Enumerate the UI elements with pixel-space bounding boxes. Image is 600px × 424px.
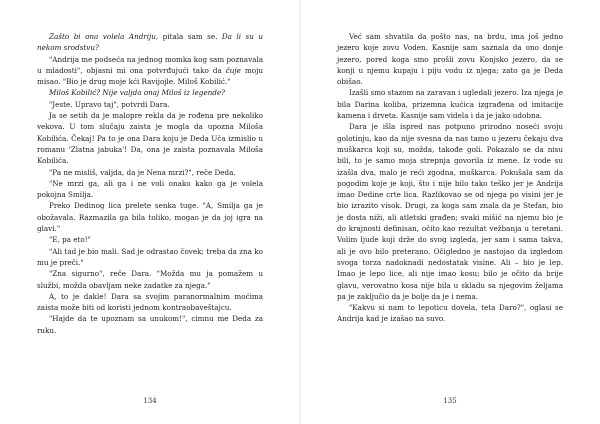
paragraph xyxy=(37,110,263,166)
paragraph xyxy=(37,167,263,178)
text-run: Dara je išla ispred nas potpuno prirodno noseći svoju golotinju, kao da nije svesna da nas tamo u jezeru čekaju dva muškarca koji su, možda, takođe goli. Pokazalo se da nisu bili, to je samo moja strepnja govorila iz mene. Iz vode su izašla dva, malo je reći zgodna, muškarca. Pokušala sam da pogodim koje je koji, što i nije bilo tako teško jer je Andrija imao Dedine crte lica. Razlikovao se od njega po visini jer je bio izrazito visok. Drugi, za koga sam znala da je Stefan, bio je dosta niži, ali atletski građen; svaki mišić na njemu bio je do krajnosti definisan, očito kao rezultat vežbanja u teretani. Volim ljude koji drže do svog izgleda, jer sam i sama takva, ali je ovo bilo preterano. Očigledno je nastojao da izgledom svoga torza nadoknadi nedostatak visine. Ali – bio je lep. Imao je lepo lice, ali nije imao kosu; bilo je očito da brije glavu, verovatno kosa nije bila u skladu sa njegovim željama pa je zaključio da je bolje da je i nema. xyxy=(337,122,563,301)
left-page-number: 134 xyxy=(143,397,157,405)
paragraph xyxy=(37,31,263,54)
italic-run: Zašto bi ona volela Andriju, xyxy=(49,32,159,41)
text-run: "Ne mrzi ga, ali ga i ne voli onako kako ga je volela pokojna Smilja. xyxy=(37,178,263,200)
text-run: Ja se setih da je malopre rekla da je rođena pre nekoliko vekova. U tom slučaju zaista je mogla da upozna Miloša Kobilića. Čekaj! Pa to je ona Dara koju je Deda Uča izmislio u romanu 'Zlatna jabuka'! Da, ona je zaista poznavala Miloša Kobilića. xyxy=(37,111,263,166)
paragraph xyxy=(37,99,263,110)
paragraph xyxy=(37,291,263,314)
text-run: "Zna sigurno", reče Dara. "Možda mu ja pomažem u službi, možda obavljam neke zadatke za njega." xyxy=(37,269,263,290)
text-run: pitala sam se. xyxy=(158,32,222,41)
paragraph xyxy=(37,200,263,234)
text-run: Preko Dedinog lica prelete senka tuge. "A, Smilja ga je obožavala. Razmazila ga bila toliko, mogao je da joj igra na glavi." xyxy=(37,201,263,234)
text-run: "Andrija me podseća na jednog momka kog sam poznavala u mladosti", objasni mi ona potvrđujući tako da xyxy=(37,54,263,75)
italic-run: Da li su u nekom srodstvu? xyxy=(37,32,263,53)
paragraph xyxy=(337,302,563,325)
text-run: A, to je dakle! Dara sa svojim paranormalnim moćima zaista može biti od koristi jednom kontraobaveštajcu. xyxy=(37,291,263,313)
paragraph xyxy=(37,54,263,88)
text-run: "Jeste. Upravo taj", potvrdi Dara. xyxy=(49,99,170,109)
paragraph xyxy=(37,234,263,245)
right-page-text xyxy=(337,31,563,325)
text-run: "E, pa eto!" xyxy=(49,235,91,245)
text-run: moju misao. "Bio je drug moje kći Ravijojle. Miloš Kobilić." xyxy=(37,65,263,87)
italic-run: čuje xyxy=(225,65,241,75)
text-run: Već sam shvatila da pošto nas, na brdu, ima još jedno jezero koje zovu Voden. Kasnije sam saznala da ono donje jezero, pored koga smo prošli zovu Konjsko jezero, da se konji u njemu kupaju i piju vodu iz njega; zato ga je Deda obišao. xyxy=(337,32,563,87)
text-run: "Kakvu si nam to lepoticu dovela, teta Daro?", oglasi se Andrija kad je izašao na suvo. xyxy=(337,303,563,324)
paragraph xyxy=(37,313,263,336)
italic-run: Miloš Kobilić? Nije valjda onaj Miloš iz legende? xyxy=(49,88,225,98)
paragraph xyxy=(337,31,563,87)
paragraph xyxy=(337,87,563,121)
paragraph xyxy=(37,246,263,269)
text-run: "Hajde da te upoznam sa unukom!", cimnu me Deda za ruku. xyxy=(37,314,263,335)
paragraph xyxy=(337,121,563,302)
paragraph xyxy=(37,178,263,201)
right-page-number: 135 xyxy=(443,397,457,405)
right-page xyxy=(300,0,600,424)
paragraph xyxy=(37,87,263,98)
left-page-text xyxy=(37,31,263,336)
text-run: Izašli smo stazom na zaravan i ugledali jezero. Iza njega je bila Darina koliba, prizemna kućica izgrađena od imitacije kamena i drveta. Kasnije sam videla i da je jako udobna. xyxy=(337,88,563,121)
paragraph xyxy=(37,268,263,291)
text-run: "Ali tad je bio mali. Sad je odrastao čovek; treba da zna ko mu je preči." xyxy=(37,246,263,267)
text-run: "Pa ne misliš, valjda, da je Nena mrzi?", reče Deda. xyxy=(49,167,236,177)
